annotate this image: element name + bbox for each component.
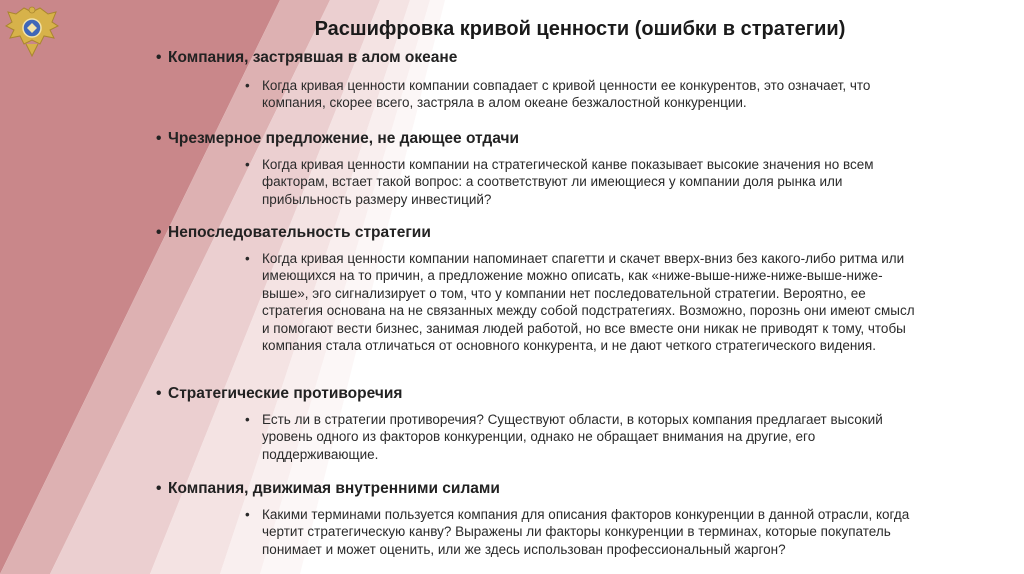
section-heading: • Стратегические противоречия [168,385,402,403]
section-text: • Когда кривая ценности компании напоминает спагетти и скачет вверх-вниз без какого-либо ритма или имеющихся на то причин, а предложение можно описать, как «ниже-выше-ниже-ниже-выше-ниже-выше», эго сигнализирует о том, что у компании нет последовательной стратегии. Вероятно, ее стратегия основана на не связанных между собой подстратегиях. Возможно, порознь они имеют смысл и помогают вести бизнес, занимая людей работой, но все вместе они никак не приводят к тому, чтобы компания стала отличаться от основного конкурента, и не дают четкого стратегического видения. [262,250,922,354]
eagle-emblem-icon [2,4,62,60]
slide-title: Расшифровка кривой ценности (ошибки в стратегии) [314,18,846,40]
section-text: • Какими терминами пользуется компания для описания факторов конкуренции в данной отрасли, когда чертит стратегическую канву? Выражены ли факторы конкуренции в терминах, которые покупатель понимает и может оценить, или же здесь использован профессиональный жаргон? [262,506,922,558]
section-heading: • Чрезмерное предложение, не дающее отдачи [168,130,519,148]
section-text: • Есть ли в стратегии противоречия? Существуют области, в которых компания предлагает высокий уровень одного из факторов конкуренции, однако не обращает внимания на другие, его поддерживающие. [262,411,922,463]
section-heading: • Непоследовательность стратегии [168,224,431,242]
section-heading: • Компания, движимая внутренними силами [168,480,500,498]
section-text: • Когда кривая ценности компании совпадает с кривой ценности ее конкурентов, это означает, что компания, скорее всего, застряла в алом океане безжалостной конкуренции. [262,77,922,112]
section-text: • Когда кривая ценности компании на стратегической канве показывает высокие значения но всем факторам, встает такой вопрос: а соответствуют ли имеющиеся у компании доля рынка или прибыльность размеру инвестиций? [262,156,922,208]
section-heading: • Компания, застрявшая в алом океане [168,49,457,67]
